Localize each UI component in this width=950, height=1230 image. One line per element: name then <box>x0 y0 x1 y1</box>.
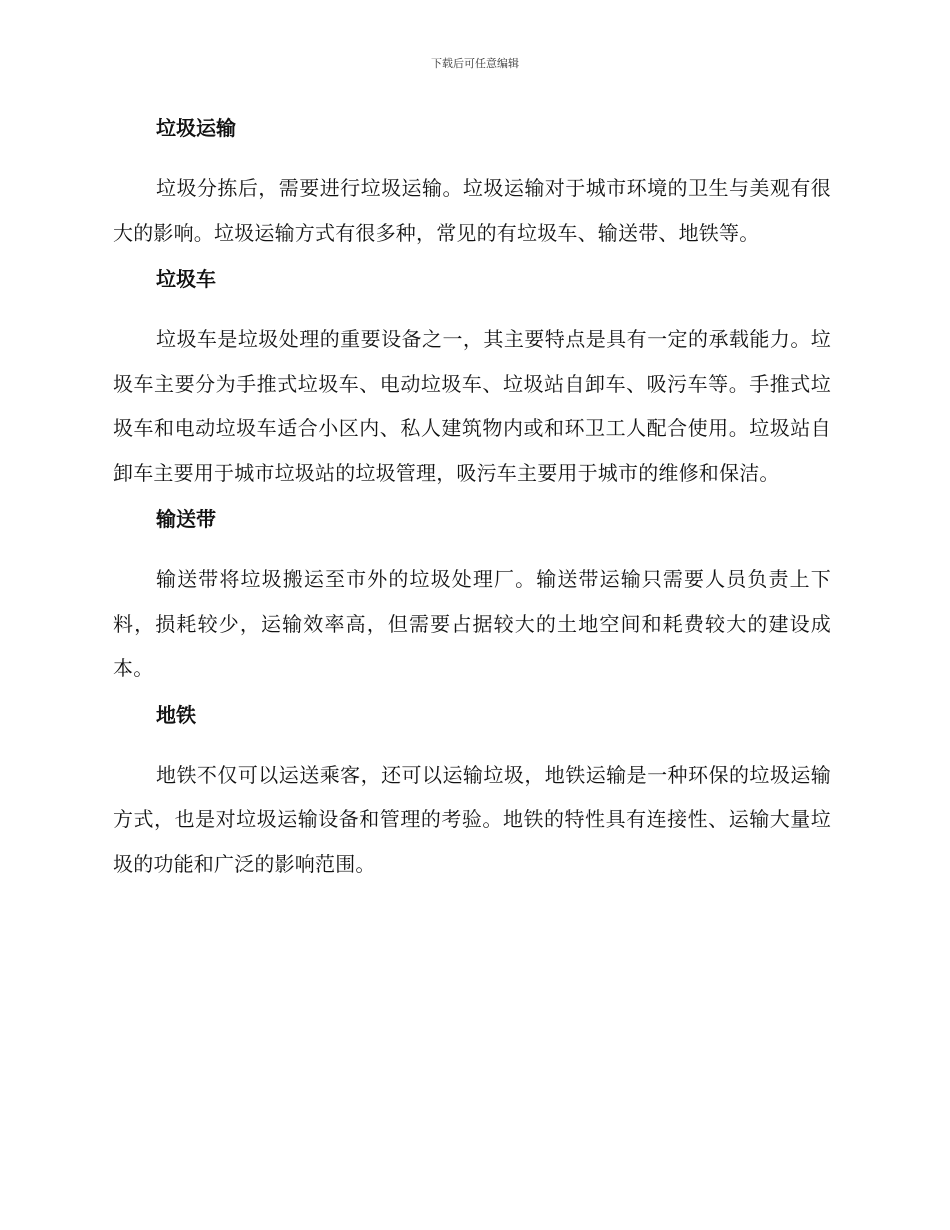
section-subway <box>113 697 831 887</box>
section-paragraph: 垃圾分拣后，需要进行垃圾运输。垃圾运输对于城市环境的卫生与美观有很大的影响。垃圾运输方式有很多种，常见的有垃圾车、输送带、地铁等。 <box>113 176 831 245</box>
section-heading: 地铁 <box>156 702 196 727</box>
section-heading: 垃圾车 <box>156 267 216 291</box>
section-paragraph: 垃圾车是垃圾处理的重要设备之一，其主要特点是具有一定的承载能力。垃圾车主要分为手推式垃圾车、电动垃圾车、垃圾站自卸车、吸污车等。手推式垃圾车和电动垃圾车适合小区内、私人建筑物内或和环卫工人配合使用。垃圾站自卸车主要用于城市垃圾站的垃圾管理，吸污车主要用于城市的维修和保洁。 <box>113 327 831 485</box>
section-conveyor-belt <box>113 501 831 691</box>
header-note: 下载后可任意编辑 <box>431 57 519 70</box>
section-heading: 输送带 <box>156 507 216 531</box>
document-body <box>113 110 831 892</box>
section-paragraph: 输送带将垃圾搬运至市外的垃圾处理厂。输送带运输只需要人员负责上下料，损耗较少，运输效率高，但需要占据较大的土地空间和耗费较大的建设成本。 <box>113 567 831 680</box>
section-garbage-truck <box>113 261 831 495</box>
section-garbage-transport <box>113 110 831 255</box>
section-paragraph: 地铁不仅可以运送乘客，还可以运输垃圾，地铁运输是一种环保的垃圾运输方式，也是对垃圾运输设备和管理的考验。地铁的特性具有连接性、运输大量垃圾的功能和广泛的影响范围。 <box>113 762 831 876</box>
section-heading: 垃圾运输 <box>156 116 236 140</box>
